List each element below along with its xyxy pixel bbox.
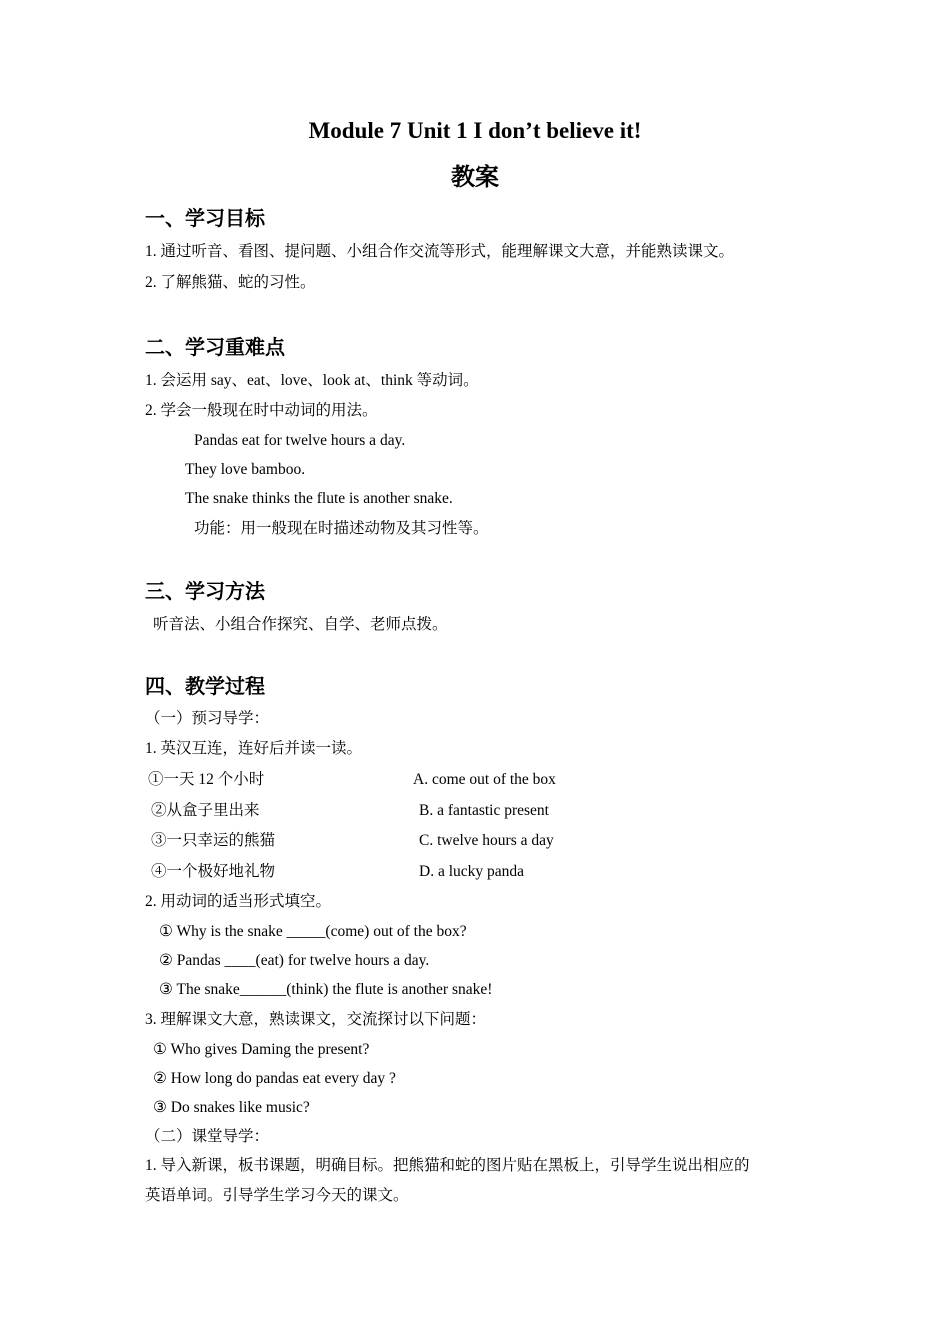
fill-item-2: ② Pandas ____(eat) for twelve hours a day. xyxy=(159,952,430,969)
question-1: ① Who gives Daming the present? xyxy=(153,1041,370,1058)
match-right-2: B. a fantastic present xyxy=(419,802,549,819)
section1-item-2: 2. 了解熊猫、蛇的习性。 xyxy=(145,274,316,291)
section2-example-2: They love bamboo. xyxy=(185,461,306,478)
question-2: ② How long do pandas eat every day ? xyxy=(153,1070,396,1087)
section2-example-3: The snake thinks the flute is another snake. xyxy=(185,490,453,507)
q2-text: 2. 用动词的适当形式填空。 xyxy=(145,893,332,910)
part1-label: （一）预习导学： xyxy=(145,710,270,727)
section3-heading: 三、学习方法 xyxy=(145,579,265,603)
section2-heading: 二、学习重难点 xyxy=(145,335,285,359)
match-left-1: ①一天 12 个小时 xyxy=(148,771,265,788)
section2-function-note: 功能：用一般现在时描述动物及其习性等。 xyxy=(194,520,489,537)
match-right-1: A. come out of the box xyxy=(413,771,556,788)
fill-item-1: ① Why is the snake _____(come) out of the box? xyxy=(159,923,467,940)
part2-label: （二）课堂导学： xyxy=(145,1128,270,1145)
section3-text: 听音法、小组合作探究、自学、老师点拨。 xyxy=(153,616,448,633)
question-3: ③ Do snakes like music? xyxy=(153,1099,310,1116)
match-left-3: ③一只幸运的熊猫 xyxy=(151,832,276,849)
section1-item-1: 1. 通过听音、看图、提问题、小组合作交流等形式，能理解课文大意，并能熟读课文。 xyxy=(145,243,735,260)
page-title: Module 7 Unit 1 I don’t believe it! xyxy=(308,118,642,143)
match-right-3: C. twelve hours a day xyxy=(419,832,554,849)
match-left-4: ④一个极好地礼物 xyxy=(151,863,276,880)
section2-item-2: 2. 学会一般现在时中动词的用法。 xyxy=(145,402,378,419)
part2-line-2: 英语单词。引导学生学习今天的课文。 xyxy=(145,1187,409,1204)
fill-item-3: ③ The snake______(think) the flute is another snake! xyxy=(159,981,493,998)
section2-item-1: 1. 会运用 say、eat、love、look at、think 等动词。 xyxy=(145,372,479,389)
section1-heading: 一、学习目标 xyxy=(145,206,265,230)
section2-example-1: Pandas eat for twelve hours a day. xyxy=(194,432,406,449)
match-right-4: D. a lucky panda xyxy=(419,863,525,880)
section4-heading: 四、教学过程 xyxy=(145,674,265,698)
q3-text: 3. 理解课文大意，熟读课文，交流探讨以下问题： xyxy=(145,1011,487,1028)
page-subtitle: 教案 xyxy=(451,163,499,191)
match-left-2: ②从盒子里出来 xyxy=(151,802,260,819)
q1-text: 1. 英汉互连，连好后并读一读。 xyxy=(145,740,363,757)
part2-line-1: 1. 导入新课，板书课题，明确目标。把熊猫和蛇的图片贴在黑板上，引导学生说出相应的 xyxy=(145,1157,750,1174)
